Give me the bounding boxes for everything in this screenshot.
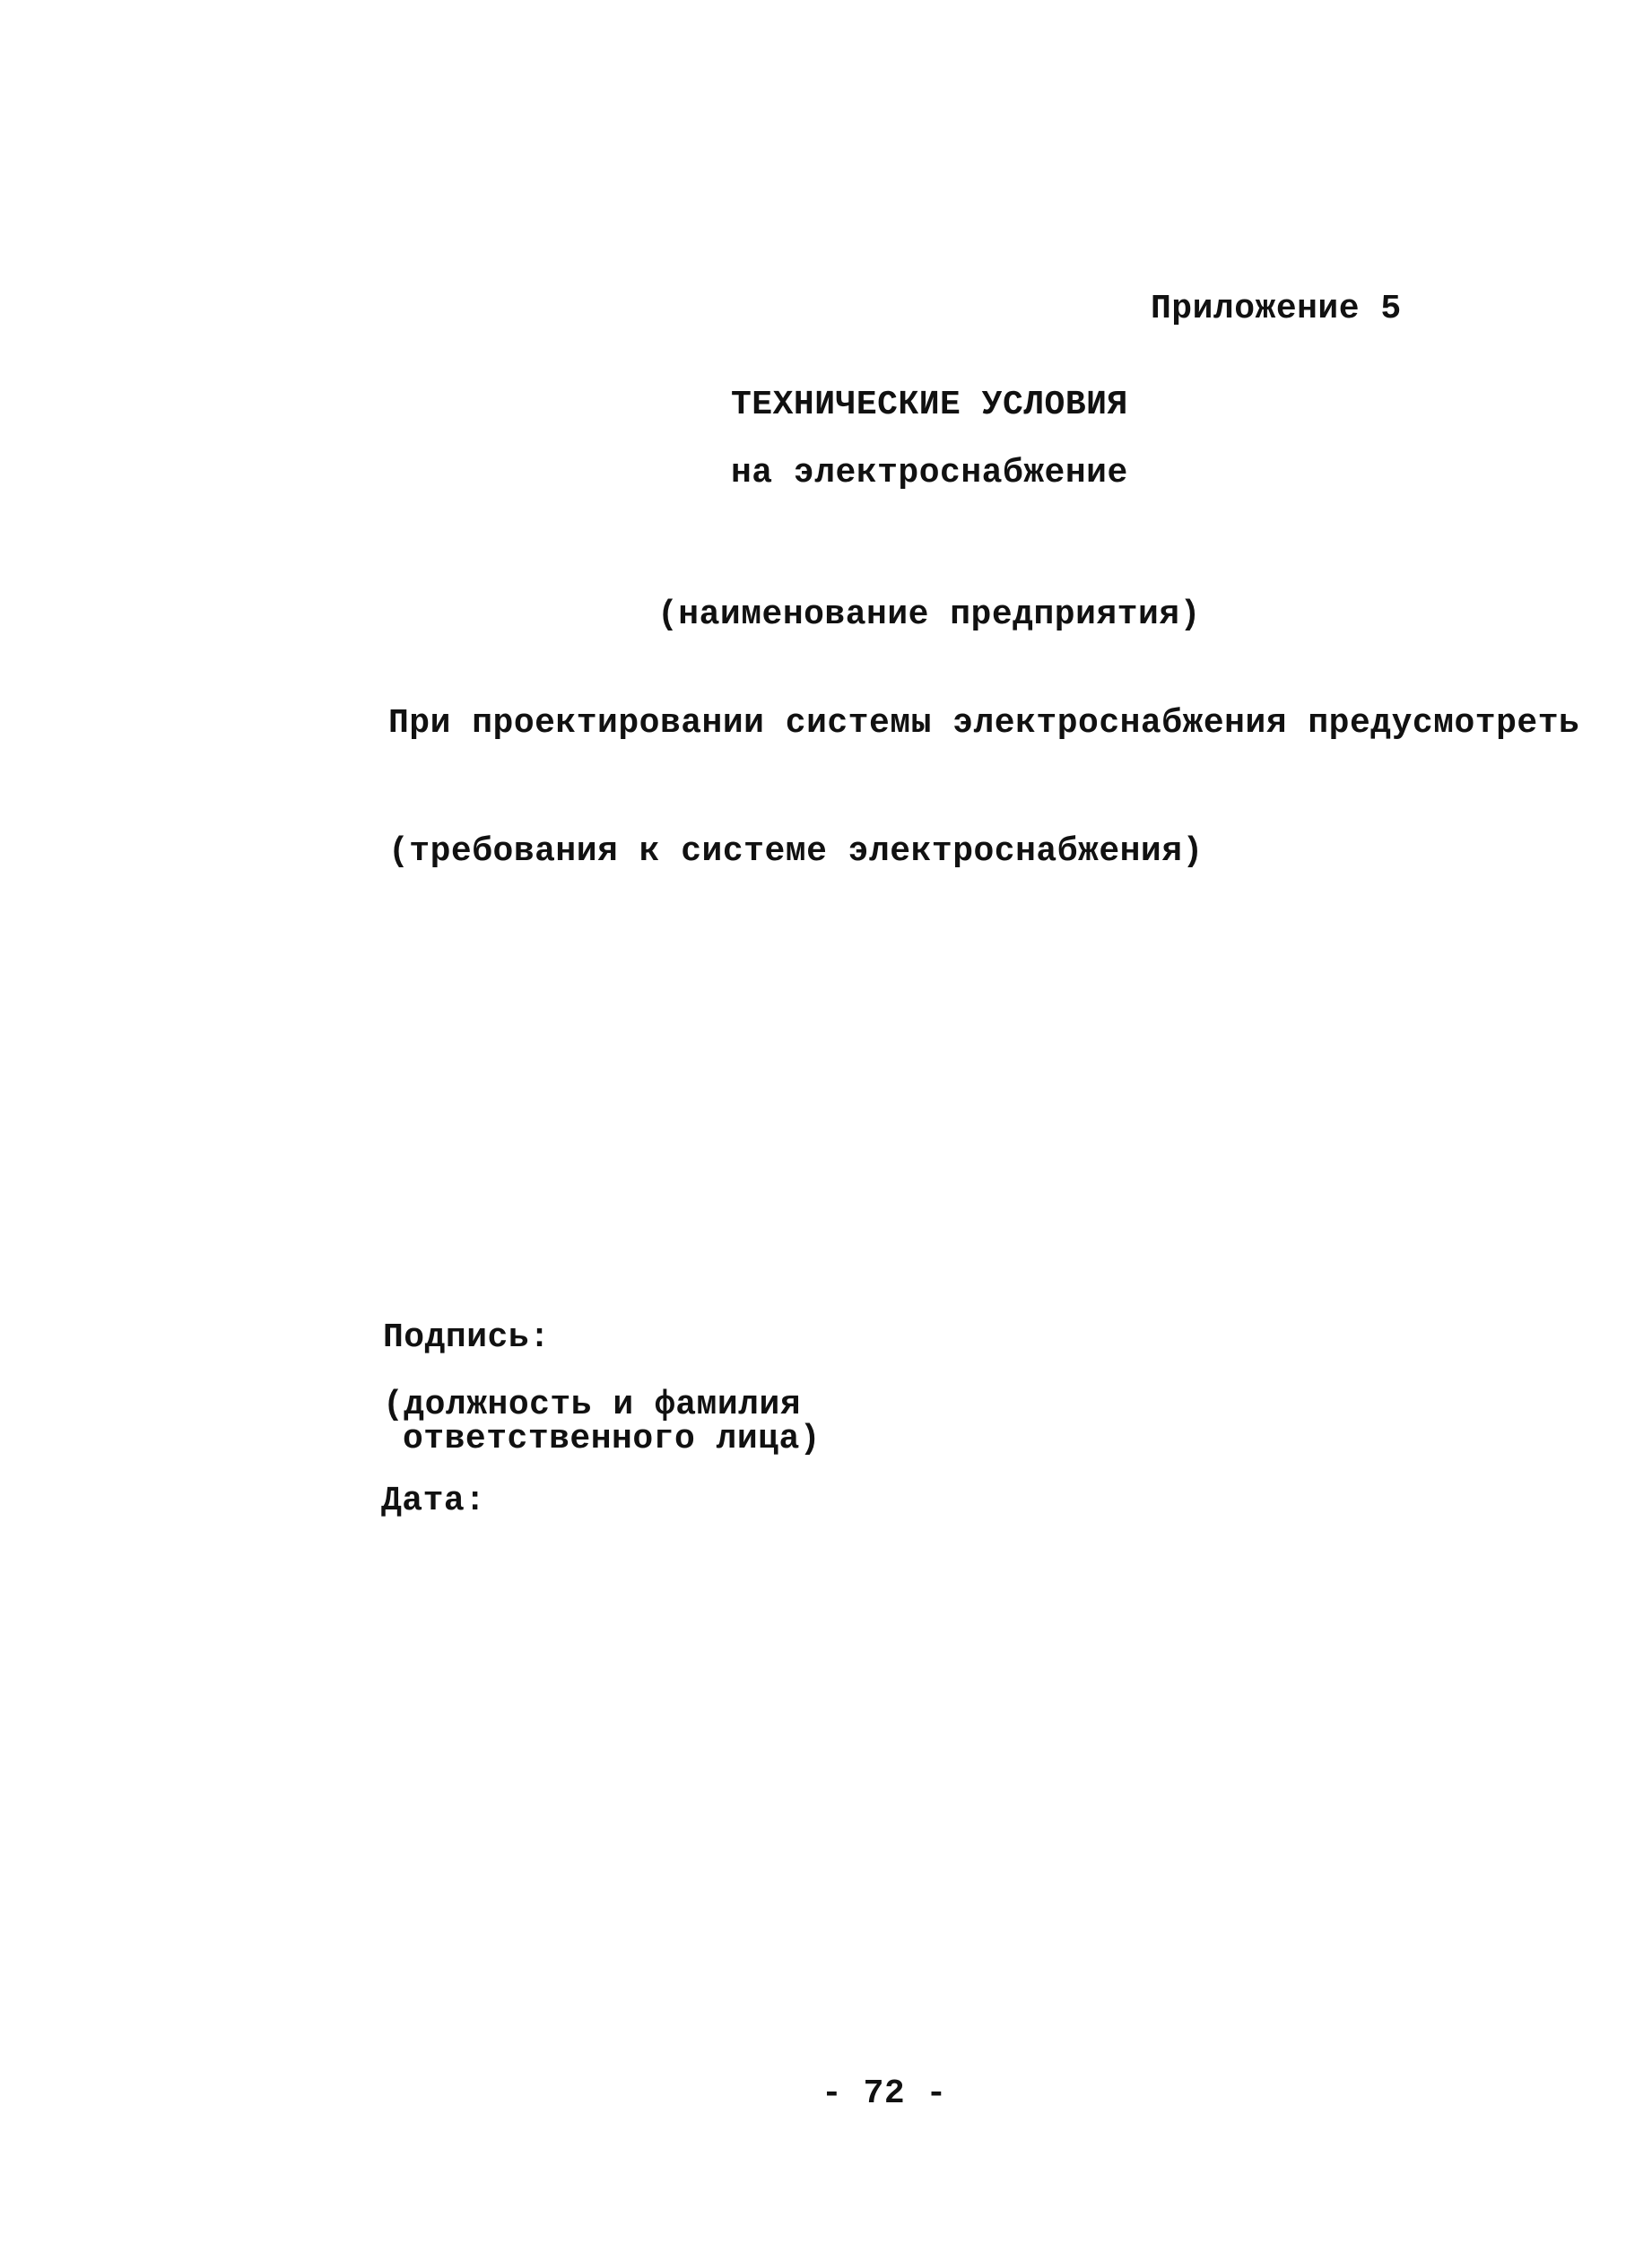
signature-label: Подпись: xyxy=(383,1318,551,1357)
signature-position-line-2: ответственного лица) xyxy=(403,1420,822,1458)
appendix-label: Приложение 5 xyxy=(1151,290,1402,328)
document-subtitle: на электроснабжение xyxy=(731,454,1128,492)
document-title: ТЕХНИЧЕСКИЕ УСЛОВИЯ xyxy=(731,386,1128,424)
company-name-placeholder: (наименование предприятия) xyxy=(657,596,1201,634)
design-statement: При проектировании системы электроснабжения предусмотреть xyxy=(388,704,1580,743)
requirements-placeholder: (требования к системе электроснабжения) xyxy=(388,832,1204,871)
signature-position-line-1: (должность и фамилия xyxy=(383,1386,802,1424)
date-label: Дата: xyxy=(381,1482,486,1520)
page-number: - 72 - xyxy=(822,2074,947,2113)
